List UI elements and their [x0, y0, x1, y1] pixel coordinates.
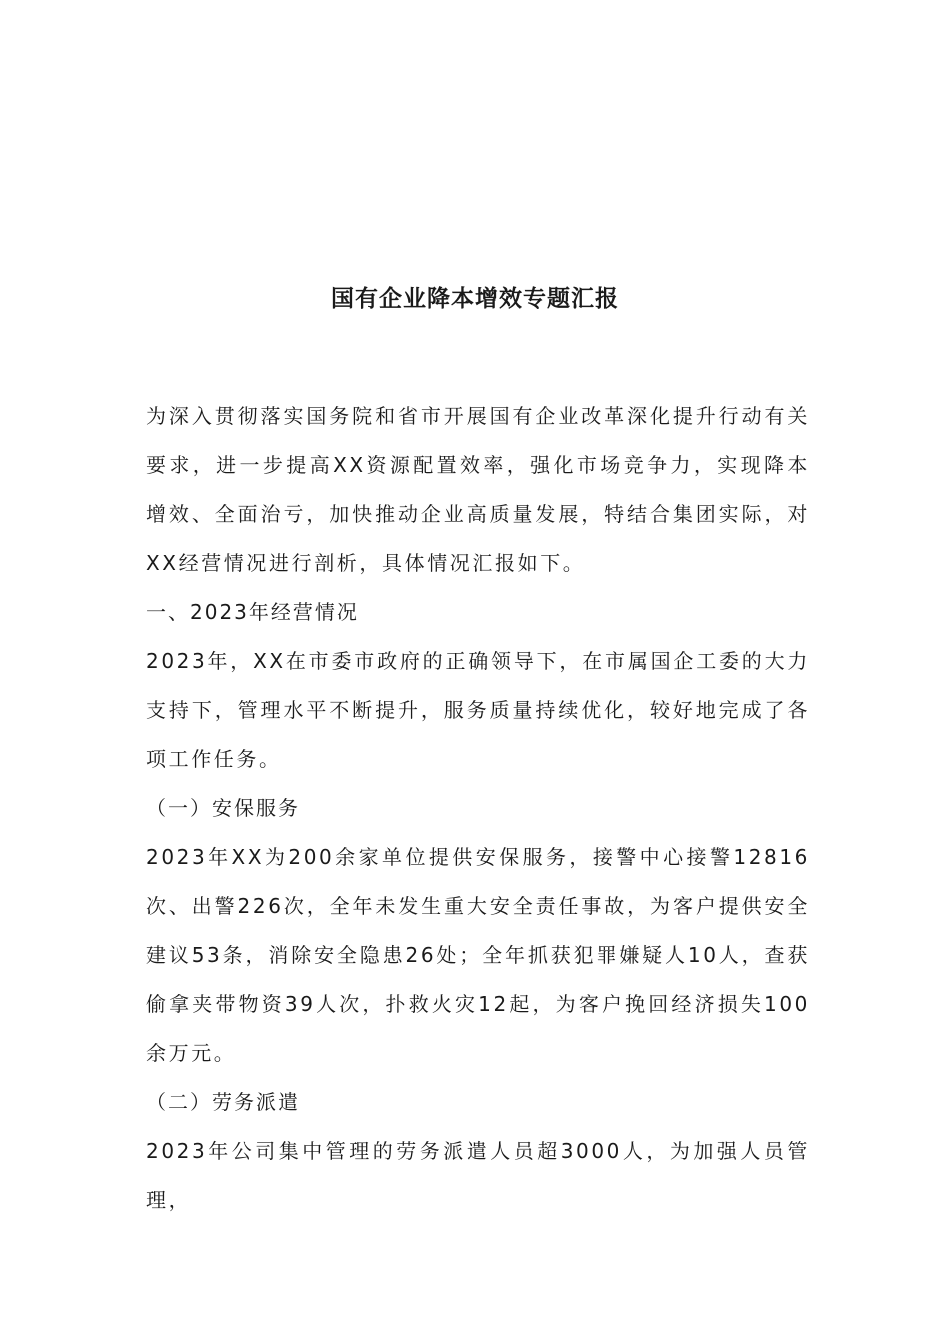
subsection-heading-labor-dispatch: （二）劳务派遣	[146, 1090, 300, 1114]
operations-summary-paragraph: 2023年，XX在市委市政府的正确领导下，在市属国企工委的大力支持下，管理水平不断提升，服务质量持续优化，较好地完成了各项工作任务。	[146, 649, 810, 771]
section-heading-operations-2023: 一、2023年经营情况	[146, 600, 359, 624]
document-body	[146, 392, 810, 1225]
document-title: 国有企业降本增效专题汇报	[331, 286, 619, 312]
security-service-paragraph: 2023年XX为200余家单位提供安保服务，接警中心接警12816次、出警226次，全年未发生重大安全责任事故，为客户提供安全建议53条，消除安全隐患26处；全年抓获犯罪嫌疑人10人，查获偷拿夹带物资39人次，扑救火灾12起，为客户挽回经济损失100余万元。	[146, 845, 810, 1065]
labor-dispatch-paragraph: 2023年公司集中管理的劳务派遣人员超3000人，为加强人员管理，	[146, 1139, 810, 1212]
intro-paragraph: 为深入贯彻落实国务院和省市开展国有企业改革深化提升行动有关要求，进一步提高XX资源配置效率，强化市场竞争力，实现降本增效、全面治亏，加快推动企业高质量发展，特结合集团实际，对XX经营情况进行剖析，具体情况汇报如下。	[146, 404, 810, 575]
subsection-heading-security-service: （一）安保服务	[146, 796, 300, 820]
